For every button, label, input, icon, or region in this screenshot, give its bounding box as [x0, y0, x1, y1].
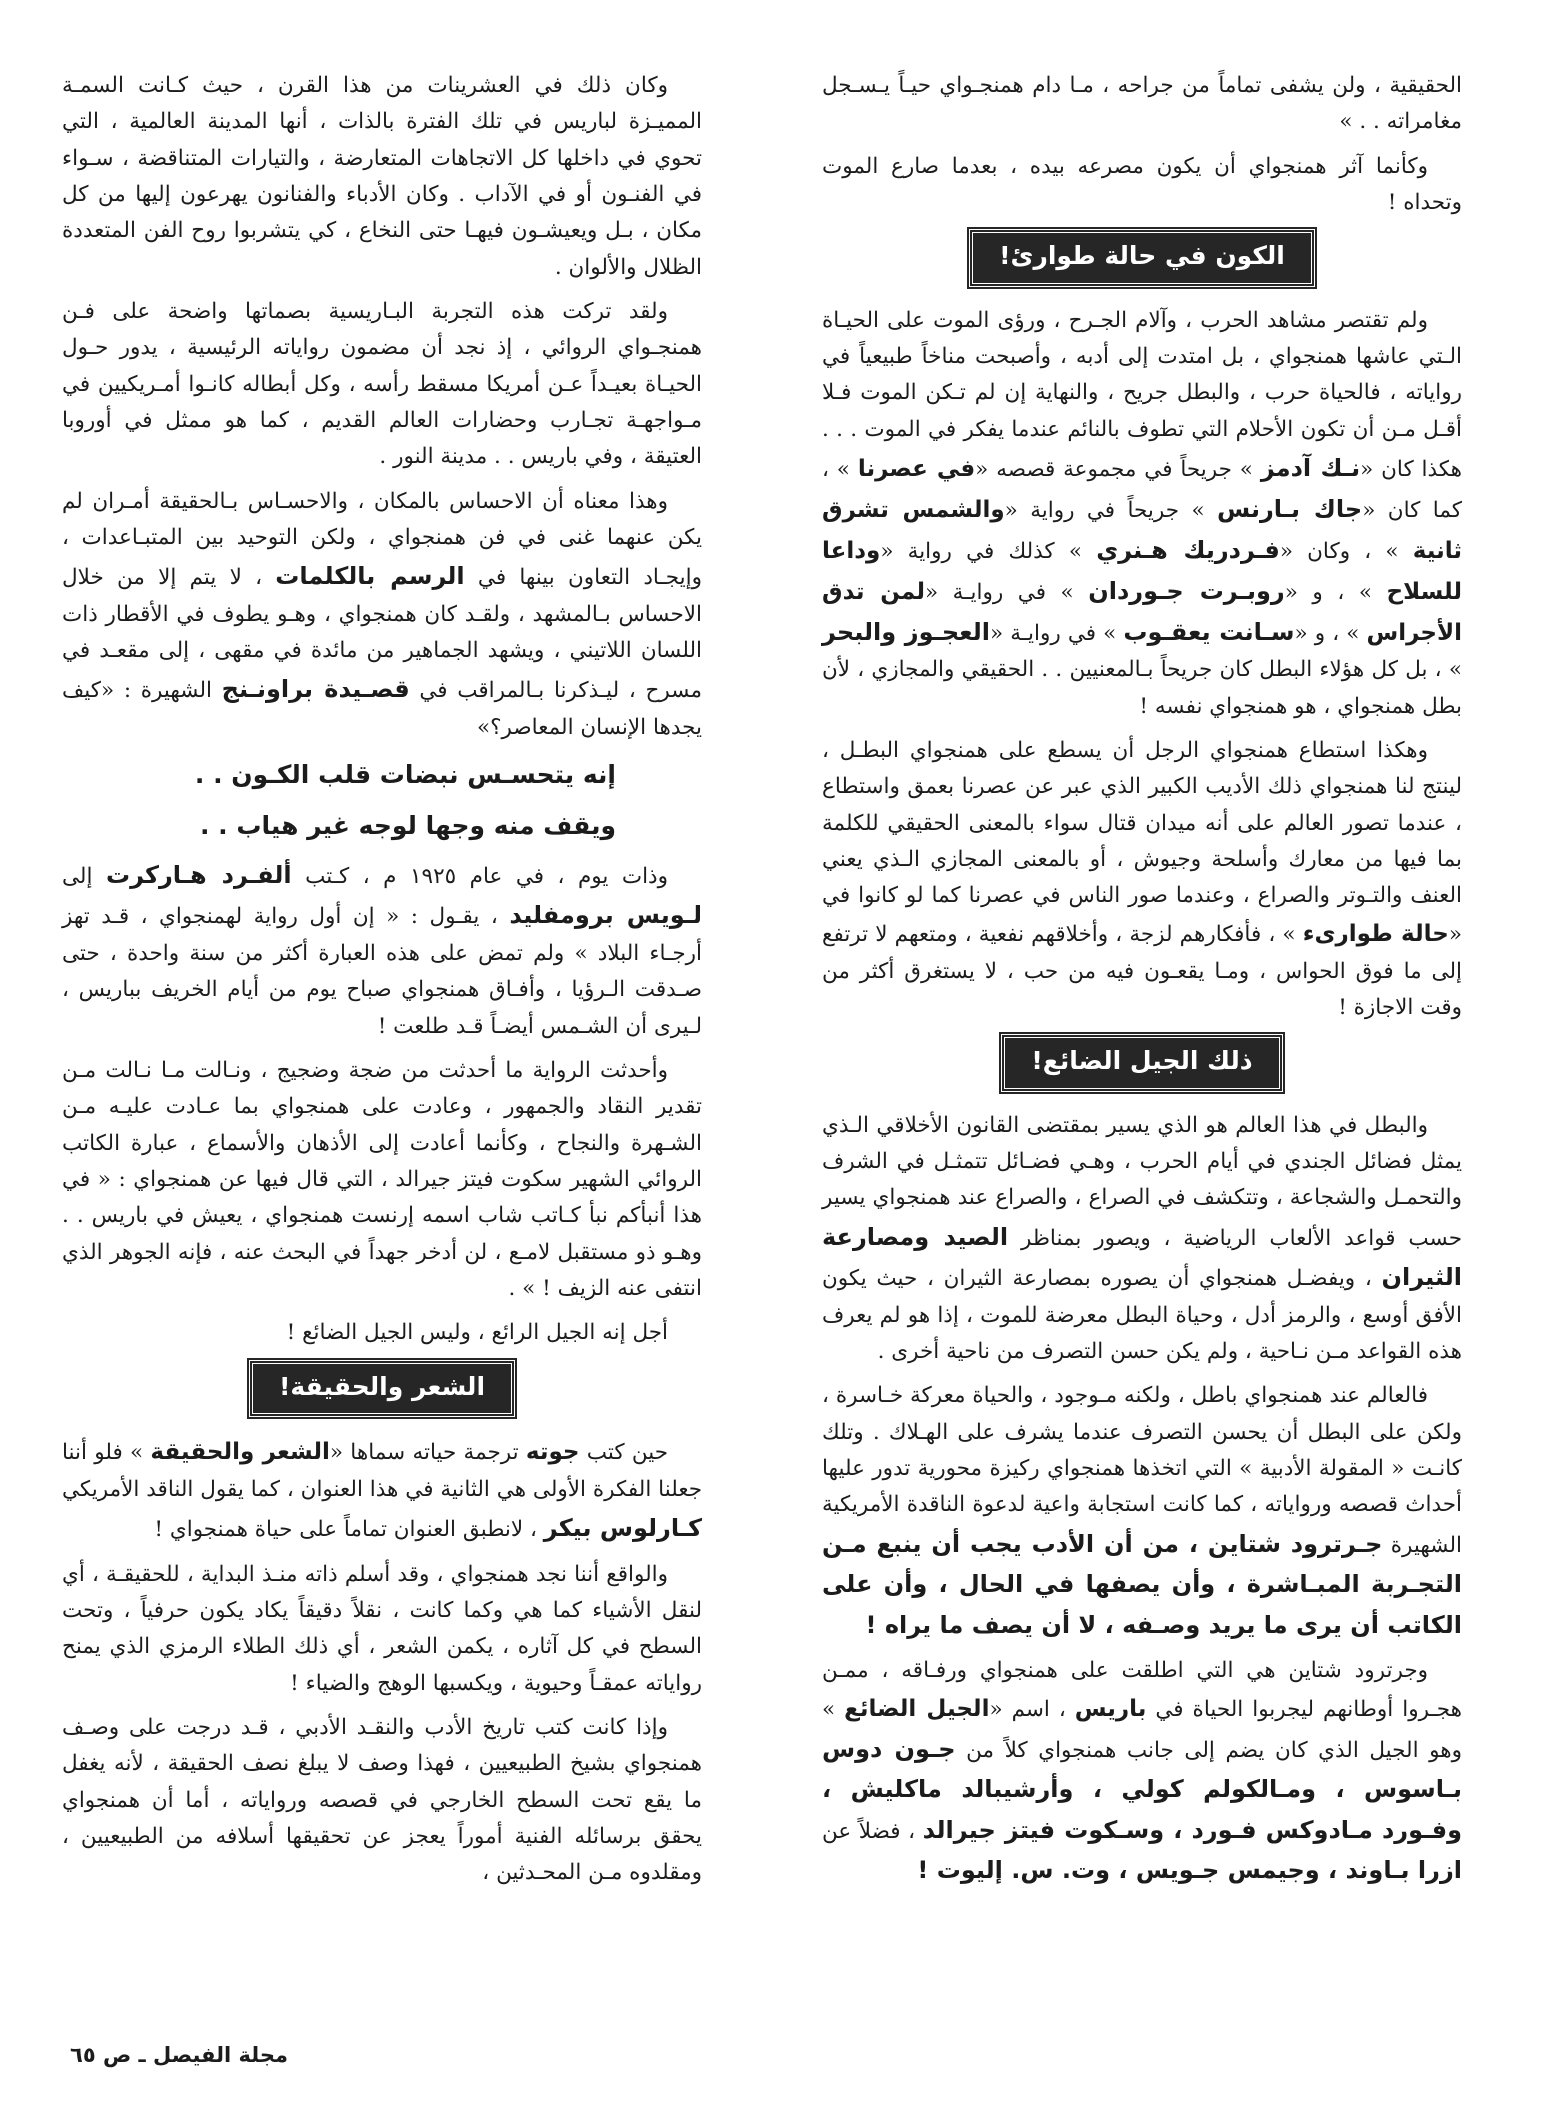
paragraph: ولم تقتصر مشاهد الحرب ، وآلام الجـرح ، ورؤى الموت على الحيـاة الـتي عاشها همنجواي ، بل امتدت إلى أدبه ، وأصبحت مناخاً طبيعياً في رواياته ، فالحياة حرب ، والبطل جريح ، والنهاية إن لم تـكن الموت فـلا أقـل مـن أن تكون الأحلام التي تطوف بالنائم عندما يفكر في الموت . . . هكذا كان «نـك آدمز » جريحاً في مجموعة قصصه «في عصرنا » ، كما كان «جاك بـارنس » جريحاً في رواية «والشمس تشرق ثانية » ، وكان «فـردريك هـنري » كذلك في رواية «وداعا للسلاح » ، و «روبـرت جـوردان » في روايـة «لمن تدق الأجراس » ، و «سـانت يعقـوب » في روايـة «العجـوز والبحر » ، بل كل هؤلاء البطل كان جريحاً بـالمعنيين . . الحقيقي والمجازي ، لأن بطل همنجواي ، هو همنجواي نفسه !	[822, 307, 1463, 719]
paragraph: وكان ذلك في العشرينات من هذا القرن ، حيث كـانت السمـة المميـزة لباريس في تلك الفترة بالذات ، أنها المدينة العالمية ، التي تحوي في داخلها كل الاتجاهات المتعارضة ، والتيارات المتناقضة ، سـواء في الفنـون أو في الآداب . وكان الأدباء والفنانون يهرعون إليها من كل مكان ، بـل ويعيشـون فيهـا حتى النخاع ، كي يتشربوا روح الفن المتعددة الظلال والألوان .	[62, 73, 702, 280]
paragraph: والواقع أننا نجد همنجواي ، وقد أسلم ذاته منـذ البداية ، للحقيقـة ، أي لنقل الأشياء كما هي وكما كانت ، نقلاً دقيقاً يكاد يكون حرفياً ، وتحت السطح في كل آثاره ، يكمن الشعر ، أي ذلك الطلاء الرمزي الذي يمنح رواياته عمقـاً وحيوية ، ويكسبها الوهج والضياء !	[62, 1561, 702, 1696]
bold-name: كـارلوس بيكر	[543, 1514, 702, 1543]
bold-title: لمن تدق الأجراس	[822, 578, 1463, 646]
bold-title: قصـيدة براونـنج	[221, 675, 410, 704]
bold-name: جوته	[525, 1439, 580, 1466]
bold-names-list: ازرا بـاوند ، وجيمس جـويس ، وت. س. إليوت !	[917, 1856, 1462, 1885]
paragraph: الحقيقية ، ولن يشفى تماماً من جراحه ، مـا دام همنجـواي حيـاً يـسـجل مغامراته . . »	[822, 73, 1462, 135]
bold-title: في عصرنا	[857, 456, 976, 483]
bold-phrase: الصيد ومصارعة الثيران	[822, 1222, 1462, 1292]
paragraph: ولقد تركت هذه التجربة البـاريسية بصماتها واضحة على فـن همنجـواي الروائي ، إذ نجد أن مضمون رواياته الرئيسية ، يدور حـول الحيـاة بعيـداً عـن أمريكا مسقط رأسه ، وكل أبطاله كانـوا أمـريكيين في مـواجهـة تجـارب وحضارات العالم القديم ، كما هو ممثل في أوروبا العتيقة ، وفي باريس . . مدينة النور .	[62, 298, 702, 470]
bold-title: العجـوز والبحر	[822, 617, 990, 646]
section-heading-wrap	[822, 1034, 1462, 1092]
right-column	[822, 68, 1462, 1899]
section-heading-poetry-truth: الشعر والحقيقة!	[249, 1360, 515, 1418]
paragraph: وكأنما آثر همنجواي أن يكون مصرعه بيده ، بعدما صارع الموت وتحداه !	[822, 153, 1462, 215]
bold-phrase: الرسم بالكلمات	[275, 562, 465, 591]
paragraph: حين كتب جوته ترجمة حياته سماها «الشعر والحقيقة » فلو أننا جعلنا الفكرة الأولى هي الثانية في هذا العنوان ، كما يقول الناقد الأمريكي كـارلوس بيكر ، لانطبق العنوان تماماً على حياة همنجواي !	[62, 1439, 702, 1543]
bold-name: باريس	[1074, 1695, 1147, 1722]
paragraph: وذات يوم ، في عام ١٩٢٥ م ، كـتب ألفـرد هـاركرت إلى لـويس برومفليد ، يقـول : « إن أول رواية لهمنجواي ، قـد تهز أرجـاء البلاد » ولم تمض على هذه العبارة أكثر من سنة واحدة ، حتى صـدقت الـرؤيا ، وأفـاق همنجواي صباح يوم من أيام الخريف بباريس ، لـيرى أن الشـمس أيضـاً قـد طلعت !	[62, 860, 702, 1039]
bold-name: روبـرت جـوردان	[1088, 576, 1285, 605]
bold-title: وداعا للسلاح	[822, 537, 1463, 605]
bold-name: جاك بـارنس	[1217, 494, 1363, 523]
paragraph: وهذا معناه أن الاحساس بالمكان ، والاحسـاس بـالحقيقة أمـران لم يكن عنهما غنى في فن همنجواي ، ولكن التوحيد بين المتبـاعدات ، وإيجـاد التعاون بينها في الرسم بالكلمات ، لا يتم إلا من خلال الاحساس بـالمشهد ، ولقـد كان همنجواي ، وهـو يطوف في الأقطار ذات اللسان اللاتيني ، ويشهد الجماهير من مائدة في مقهى ، إلى مقعـد في مسرح ، ليـذكرنا بـالمراقب في قصـيدة براونـنج الشهيرة : «كيف يجدها الإنسان المعاصر؟»	[62, 488, 702, 741]
bold-title: الشعر والحقيقة	[150, 1439, 330, 1466]
paragraph: أجل إنه الجيل الرائع ، وليس الجيل الضائع !	[286, 1320, 668, 1346]
bold-names-list: جـون دوس بـاسوس ، ومـالكولم كولي ، وأرشيبالد ماكليش ، وفـورد مـادوكس فـورد ، وسـكوت فيتز جيرالد	[822, 1734, 1462, 1844]
paragraph: وإذا كانت كتب تاريخ الأدب والنقـد الأدبي ، قـد درجت على وصـف همنجواي بشيخ الطبيعيين ، فهذا وصف لا يبلغ نصف الحقيقة ، لأنه يغفل ما يقع تحت السطح الخارجي في قصصه ورواياته ، أما أن همنجواي يحقق برسائله الفنية أموراً يعجز عن تحقيقها أسلافه من الطبيعيين ، ومقلدوه مـن المحـدثين ،	[62, 1715, 702, 1886]
left-column	[62, 68, 702, 1900]
paragraph: والبطل في هذا العالم هو الذي يسير بمقتضى القانون الأخلاقي الـذي يمثل فضائل الجندي في أيام الحرب ، وهـي فضـائل تتمثـل في الشرف والتحمـل والشجاعة ، وتتكشف في الصراع ، والصراع عند همنجواي يسير حسب قواعد الألعاب الرياضية ، ويصور بمناظر الصيد ومصارعة الثيران ، ويفضـل همنجواي أن يصوره بمصارعة الثيران ، حيث يكون الأفق أوسع ، والرمز أدل ، وحياة البطل معرضة للموت ، إذا هو لم يعرف هذه القواعد مـن نـاحية ، ولم يكن حسن التصرف من ناحية أخرى .	[822, 1112, 1462, 1365]
paragraph: فالعالم عند همنجواي باطل ، ولكنه مـوجود ، والحياة معركة خـاسرة ، ولكن على البطل أن يحسن التصرف عندما يشرف على الهـلاك . وتلك كانـت « المقولة الأدبية » التي اتخذها همنجواي ركيزة محورية تدور عليها أحداث قصصه ورواياته ، كما كانت استجابة واعية لدعوة الناقدة الأمريكية الشهيرة جـرترود شتاين ، من أن الأدب يجب أن ينبع مـن التجـربة المبـاشرة ، وأن يصفها في الحال ، وأن على الكاتب أن يرى ما يريد وصـفه ، لا أن يصف ما يراه !	[822, 1383, 1462, 1639]
pull-quote-line: ويقف منه وجها لوجه غير هياب . .	[199, 810, 616, 840]
bold-name: نـك آدمز	[1260, 454, 1361, 483]
section-heading-wrap	[822, 229, 1462, 287]
paragraph: وجرترود شتاين هي التي اطلقت على همنجواي ورفـاقه ، ممـن هجـروا أوطانهم ليجربوا الحياة في باريس ، اسم «الجيل الضائع » وهو الجيل الذي كان يضم إلى جانب همنجواي كلاً من جـون دوس بـاسوس ، ومـالكولم كولي ، وأرشيبالد ماكليش ، وفـورد مـادوكس فـورد ، وسـكوت فيتز جيرالد ، فضلاً عن ازرا بـاوند ، وجيمس جـويس ، وت. س. إليوت !	[822, 1658, 1462, 1885]
paragraph: وهكذا استطاع همنجواي الرجل أن يسطع على همنجواي البطـل ، لينتج لنا همنجواي ذلك الأديب الكبير الذي عبر عن عصرنا بعمق واستطاع ، عندما تصور العالم على أنه ميدان قتال سواء بالمعنى الحقيقي للكلمة بما فيها من معارك وأسلحة وجيوش ، أو بالمعنى المجازي الـذي يعني العنف والتـوتر والصراع ، وعندما صور الناس في عصرنا كما لو كانوا في «حالة طوارىء » ، فأفكارهم لزجة ، وأخلاقهم نفعية ، ومتعهم لا ترتفع إلى ما فوق الحواس ، ومـا يقعـون فيه من حب ، لا يستغرق أكثر من وقت الاجازة !	[822, 738, 1462, 1020]
bold-title: والشمس تشرق ثانية	[822, 496, 1462, 564]
bold-name: فـردريك هـنري	[1096, 535, 1280, 564]
paragraph: وأحدثت الرواية ما أحدثت من ضجة وضجيج ، ونـالت مـا نـالت مـن تقدير النقاد والجمهور ، وعادت على همنجواي بما عـادت عليـه مـن الشـهرة والنجاح ، وكأنما أعادت إلى الأذهان والأسماع ، عبارة الكاتب الروائي الشهير سكوت فيتز جيرالد ، التي قال فيها عن همنجواي : « في هذا أنبأكم نبأ كـاتب شاب اسمه إرنست همنجواي ، يعيش في باريس . . وهـو ذو مستقبل لامـع ، لن أدخر جهداً في البحث عنه ، فإنه الجوهر الذي انتفى عنه الزيف ! » .	[62, 1057, 702, 1301]
section-heading-wrap	[62, 1360, 702, 1418]
section-heading-lost-generation: ذلك الجيل الضائع!	[1001, 1034, 1282, 1092]
section-heading-universe-emergency: الكون في حالة طوارئ!	[969, 229, 1315, 287]
bold-name: سـانت يعقـوب	[1123, 617, 1295, 646]
bold-title: الجيل الضائع	[844, 1695, 990, 1722]
pull-quote-line: إنه يتحسـس نبضات قلب الكـون . .	[194, 760, 616, 790]
bold-phrase: حالة طوارىء	[1302, 920, 1449, 947]
page-footer: مجلة الفيصل ـ ص ٦٥	[70, 2043, 288, 2067]
bold-name: لـويس برومفليد	[509, 901, 702, 930]
bold-quote: جـرترود شتاين ، من أن الأدب يجب أن ينبع مـن التجـربة المبـاشرة ، وأن يصفها في الحال ، وأن على الكاتب أن يرى ما يريد وصـفه ، لا أن يصف ما يراه !	[822, 1529, 1462, 1639]
bold-name: ألفـرد هـاركرت	[105, 860, 292, 889]
